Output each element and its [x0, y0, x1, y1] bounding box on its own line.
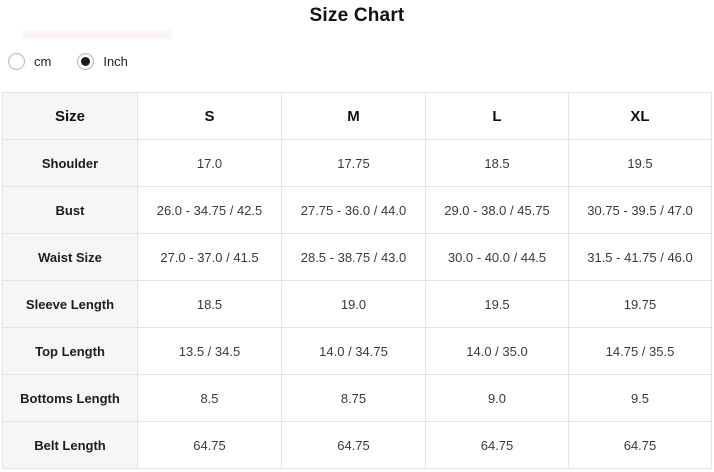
column-header-l: L [426, 93, 569, 140]
cell-value: 19.75 [569, 281, 712, 328]
column-header-xl: XL [569, 93, 712, 140]
table-row-top-length [3, 328, 712, 375]
table-row-belt-length [3, 422, 712, 469]
page-title: Size Chart [309, 5, 405, 26]
row-label: Belt Length [3, 422, 138, 469]
cell-value: 14.0 / 35.0 [426, 328, 569, 375]
cell-value: 29.0 - 38.0 / 45.75 [426, 187, 569, 234]
cell-value: 28.5 - 38.75 / 43.0 [282, 234, 426, 281]
table-row-waist-size [3, 234, 712, 281]
cell-value: 26.0 - 34.75 / 42.5 [138, 187, 282, 234]
cell-value: 8.5 [138, 375, 282, 422]
cell-value: 19.5 [569, 140, 712, 187]
cell-value: 30.75 - 39.5 / 47.0 [569, 187, 712, 234]
column-header-size: Size [3, 93, 138, 140]
cell-value: 18.5 [138, 281, 282, 328]
cell-value: 64.75 [282, 422, 426, 469]
column-header-s: S [138, 93, 282, 140]
table-row-shoulder [3, 140, 712, 187]
cell-value: 18.5 [426, 140, 569, 187]
cell-value: 64.75 [426, 422, 569, 469]
cell-value: 19.5 [426, 281, 569, 328]
size-chart-table [2, 92, 712, 469]
cell-value: 17.0 [138, 140, 282, 187]
cell-value: 9.0 [426, 375, 569, 422]
row-label: Waist Size [3, 234, 138, 281]
table-row-sleeve-length [3, 281, 712, 328]
cell-value: 9.5 [569, 375, 712, 422]
radio-cm-label: cm [34, 53, 52, 69]
cell-value: 8.75 [282, 375, 426, 422]
row-label: Shoulder [3, 140, 138, 187]
radio-inch-icon [77, 53, 94, 70]
column-header-m: M [282, 93, 426, 140]
cell-value: 27.75 - 36.0 / 44.0 [282, 187, 426, 234]
cell-value: 64.75 [569, 422, 712, 469]
table-header-row [3, 93, 712, 140]
cell-value: 30.0 - 40.0 / 44.5 [426, 234, 569, 281]
cell-value: 27.0 - 37.0 / 41.5 [138, 234, 282, 281]
radio-cm[interactable] [8, 53, 51, 70]
background-smudge-artifact [22, 30, 172, 39]
row-label: Bottoms Length [3, 375, 138, 422]
cell-value: 13.5 / 34.5 [138, 328, 282, 375]
row-label: Top Length [3, 328, 138, 375]
table-row-bottoms-length [3, 375, 712, 422]
row-label: Bust [3, 187, 138, 234]
radio-cm-icon [8, 53, 25, 70]
cell-value: 17.75 [282, 140, 426, 187]
unit-toggle [8, 50, 154, 72]
cell-value: 14.75 / 35.5 [569, 328, 712, 375]
cell-value: 64.75 [138, 422, 282, 469]
table-row-bust [3, 187, 712, 234]
row-label: Sleeve Length [3, 281, 138, 328]
radio-inch-label: Inch [103, 53, 128, 69]
radio-inch[interactable] [77, 53, 128, 70]
cell-value: 31.5 - 41.75 / 46.0 [569, 234, 712, 281]
cell-value: 14.0 / 34.75 [282, 328, 426, 375]
cell-value: 19.0 [282, 281, 426, 328]
